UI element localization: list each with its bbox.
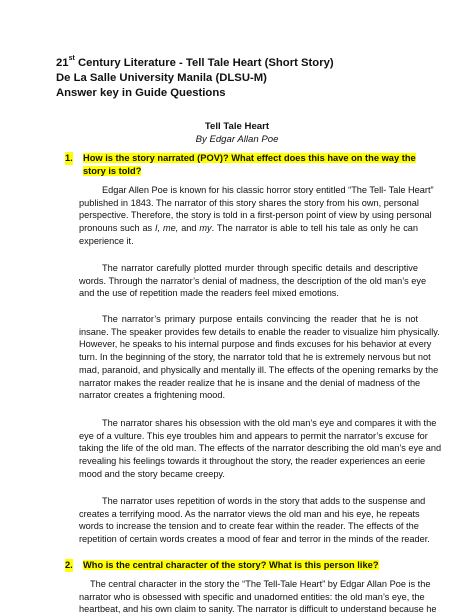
paragraph-line: narrator makes the reader realize that he is insane and the denial of madness of the bbox=[79, 377, 421, 388]
answer-paragraph bbox=[56, 578, 437, 616]
paragraph-line: words to increase the tension and to create fear within the reader. The effects of the bbox=[79, 521, 419, 532]
paragraph-line: insane. The speaker provides few details to enable the reader to visualize him physically. bbox=[79, 326, 440, 337]
paragraph-line: The narrator’s primary purpose entails convincing the reader that he is not bbox=[102, 314, 418, 324]
document-subtitle: Answer key in Guide Questions bbox=[56, 87, 226, 99]
story-author: By Edgar Allan Poe bbox=[195, 134, 279, 145]
question-number: 2. bbox=[65, 560, 73, 570]
paragraph-line: perspective. Therefore, the story is told in a first-person point of view by using personal bbox=[79, 210, 432, 221]
paragraph-line: words. Through the narrator’s denial of madness, the description of the old man’s eye bbox=[79, 275, 427, 286]
paragraph-line: eye of a vulture. This eye troubles him and appears to permit the narrator’s excuse for bbox=[79, 430, 428, 441]
paragraph-line: narrator who is obsessed with specific and unadorned entities: the old man’s eye, the bbox=[79, 591, 425, 602]
paragraph-line: experience it. bbox=[79, 235, 134, 246]
paragraph-line: mad, paranoid, and physically and mentally ill. The effects of the opening remarks by the bbox=[79, 364, 439, 375]
paragraph-line: narrator creates a frightening mood. bbox=[79, 390, 226, 401]
paragraph-line: heartbeat, and his own claim to sanity. The narrator is difficult to understand because he bbox=[79, 604, 437, 615]
question-1 bbox=[56, 152, 422, 177]
answer-paragraph bbox=[56, 184, 434, 248]
paragraph-line: The central character in the story the “The Tell-Tale Heart” by Edgar Allan Poe is the bbox=[90, 579, 431, 589]
answer-paragraph bbox=[56, 313, 440, 402]
paragraph-line: The narrator uses repetition of words in the story that adds to the suspense and bbox=[102, 496, 426, 506]
story-heading bbox=[56, 120, 418, 146]
paragraph-line: and the use of repetition made the readers feel mixed emotions. bbox=[79, 288, 339, 299]
paragraph-line: taking the life of the old man. The effects of the narrator describing the old man’s eye and bbox=[79, 443, 442, 454]
paragraph-line: turn. In the beginning of the story, the narrator told that he is extremely nervous but not bbox=[79, 352, 431, 363]
paragraph-line: creates a terrifying mood. As the narrator views the old man and his eye, he repeats bbox=[79, 508, 420, 519]
university-name: De La Salle University Manila (DLSU-M) bbox=[56, 72, 267, 84]
answer-paragraph bbox=[56, 495, 430, 546]
answer-paragraph bbox=[56, 262, 427, 300]
paragraph-line: pronouns such as I, me, and my. The narrator is able to tell his tale as only he can bbox=[79, 223, 419, 234]
paragraph-line: mood and the story became creepy. bbox=[79, 468, 225, 479]
paragraph-line: Edgar Allen Poe is known for his classic horror story entitled “The Tell- Tale Heart” bbox=[102, 185, 434, 195]
question-text-line: Who is the central character of the story? What is this person like? bbox=[83, 560, 379, 570]
paragraph-line: The narrator carefully plotted murder through specific details and descriptive bbox=[102, 263, 418, 273]
question-number: 1. bbox=[65, 153, 73, 163]
course-title: 21st Century Literature - Tell Tale Heart (Short Story) bbox=[56, 55, 334, 69]
paragraph-line: published in 1843. The narrator of this story shares the story from his own, personal bbox=[79, 197, 419, 208]
paragraph-line: repetition of certain words creates a mood of fear and terror in the minds of the reader. bbox=[79, 534, 430, 545]
story-title: Tell Tale Heart bbox=[204, 121, 270, 132]
paragraph-line: However, he speaks to his internal purpose and finds excuses for his behavior at every bbox=[79, 339, 432, 350]
question-2 bbox=[56, 559, 422, 572]
question-text-line: How is the story narrated (POV)? What effect does this have on the way the bbox=[83, 153, 416, 163]
document-header bbox=[56, 56, 436, 101]
answer-paragraph bbox=[56, 417, 442, 481]
question-text-line: story is told? bbox=[83, 165, 142, 176]
paragraph-line: revealing his feelings towards it throughout the story, the reader experiences an eerie bbox=[79, 456, 426, 467]
paragraph-line: The narrator shares his obsession with the old man’s eye and compares it with the bbox=[102, 418, 437, 428]
